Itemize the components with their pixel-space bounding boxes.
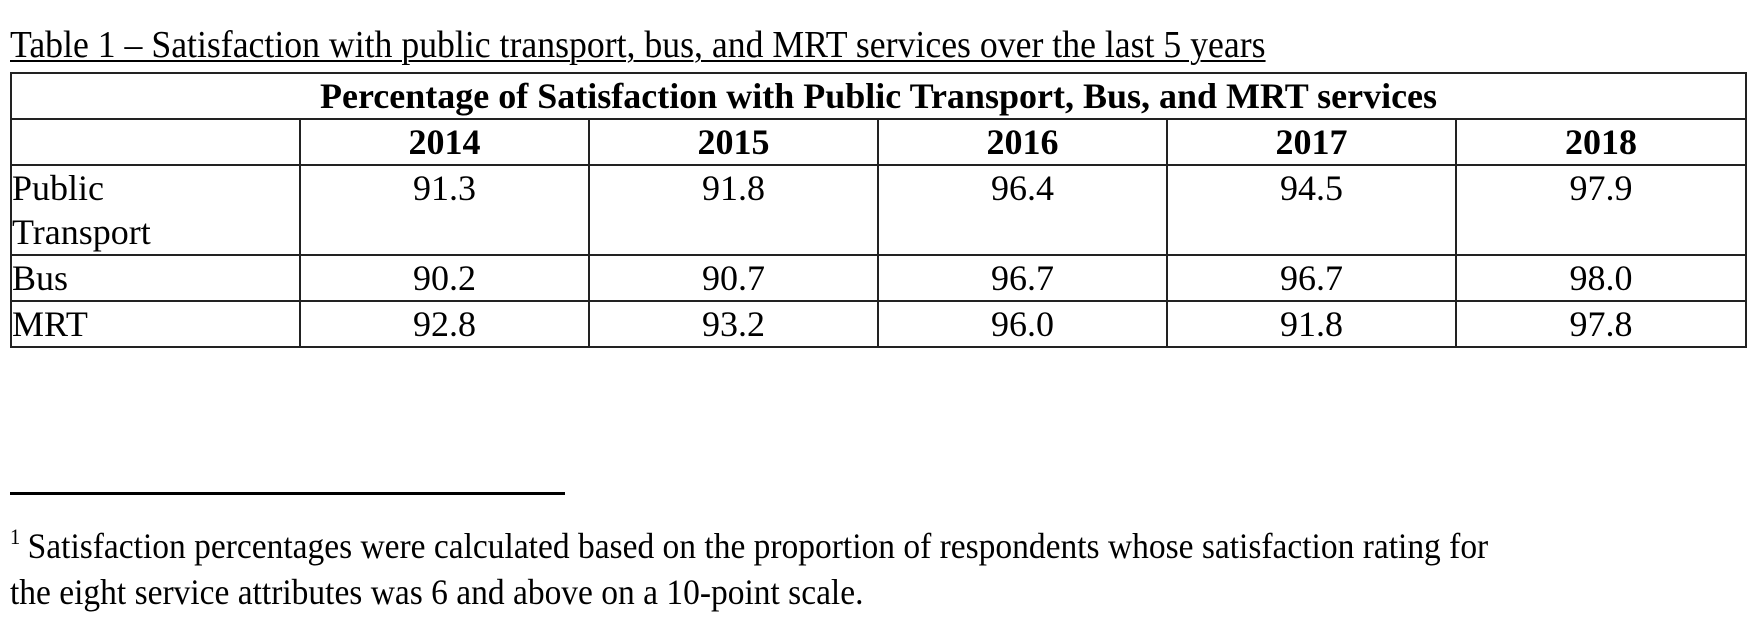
- corner-header: [11, 119, 300, 165]
- table-cell: 96.7: [878, 255, 1167, 301]
- footnote: [10, 514, 1610, 615]
- table-title: Percentage of Satisfaction with Public Transport, Bus, and MRT services: [11, 73, 1746, 119]
- table-cell: 97.9: [1456, 165, 1746, 255]
- year-header: 2014: [300, 119, 589, 165]
- table-cell: 90.7: [589, 255, 878, 301]
- year-header: 2017: [1167, 119, 1456, 165]
- table-caption: Table 1 – Satisfaction with public transport, bus, and MRT services over the last 5 years: [10, 24, 1266, 66]
- table-cell: 94.5: [1167, 165, 1456, 255]
- table-row-mrt: [11, 301, 1746, 347]
- row-label: [11, 165, 300, 255]
- table-row-public-transport: [11, 165, 1746, 255]
- table-cell: 97.8: [1456, 301, 1746, 347]
- footnote-text-line1: Satisfaction percentages were calculated based on the proportion of respondents whose satisfaction rating for: [27, 526, 1489, 566]
- footnote-marker: 1: [10, 524, 21, 549]
- table-cell: 93.2: [589, 301, 878, 347]
- table-cell: 96.4: [878, 165, 1167, 255]
- table-cell: 91.8: [1167, 301, 1456, 347]
- table-title-row: [11, 73, 1746, 119]
- year-header: 2015: [589, 119, 878, 165]
- satisfaction-table: [10, 72, 1747, 348]
- footnote-line2: the eight service attributes was 6 and above on a 10-point scale.: [10, 572, 864, 612]
- table-cell: 91.3: [300, 165, 589, 255]
- row-label: Bus: [11, 255, 300, 301]
- table-cell: 91.8: [589, 165, 878, 255]
- table-cell: 90.2: [300, 255, 589, 301]
- row-label-line2: Transport: [12, 212, 151, 252]
- table-row-bus: [11, 255, 1746, 301]
- year-header: 2018: [1456, 119, 1746, 165]
- table-cell: 96.0: [878, 301, 1167, 347]
- row-label: MRT: [11, 301, 300, 347]
- row-label-line1: Public: [12, 168, 105, 208]
- table-cell: 98.0: [1456, 255, 1746, 301]
- table-cell: 92.8: [300, 301, 589, 347]
- footnote-separator: [10, 492, 565, 495]
- table-cell: 96.7: [1167, 255, 1456, 301]
- year-header: 2016: [878, 119, 1167, 165]
- footnote-line1: [10, 514, 1610, 569]
- year-header-row: [11, 119, 1746, 165]
